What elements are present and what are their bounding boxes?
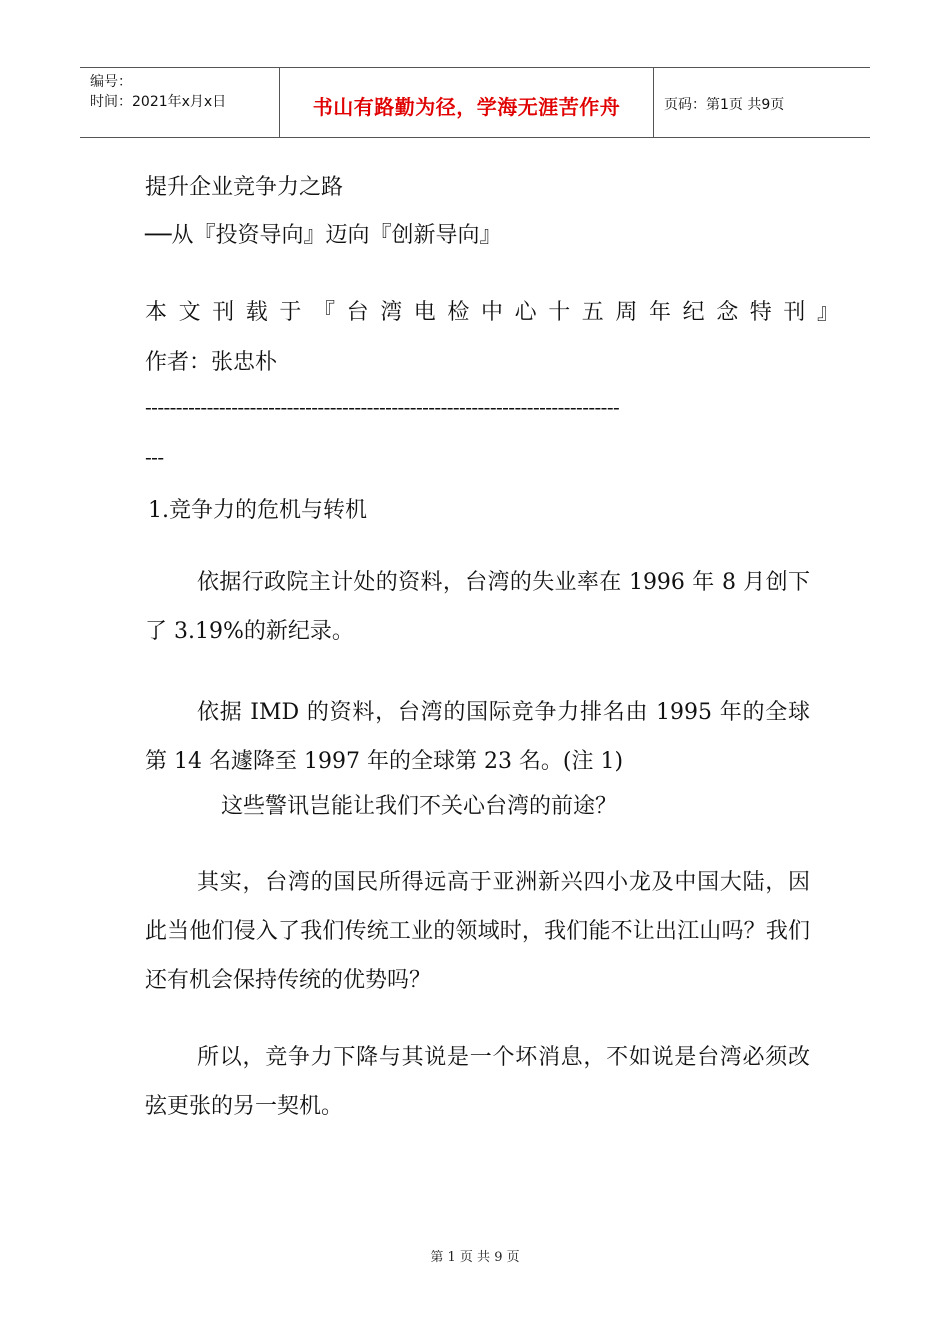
paragraph-imd-ranking: 依据 IMD 的资料，台湾的国际竞争力排名由 1995 年的全球第 14 名遽降至 1997 年的全球第 23 名。(注 1): [145, 700, 810, 774]
article-source: 本文刊载于『台湾电检中心十五周年纪念特刊』: [145, 300, 851, 325]
paragraph-opportunity: 所以，竞争力下降与其说是一个坏消息，不如说是台湾必须改弦更张的另一契机。: [145, 1045, 810, 1119]
header-motto: 书山有路勤为径，学海无涯苦作舟: [312, 95, 621, 119]
document-time-label: 时间：2021年x月x日: [90, 94, 227, 110]
page-footer: [0, 1246, 950, 1265]
header-page-label: 页码：第1页 共9页: [664, 97, 785, 113]
article-author: 作者：张忠朴: [145, 350, 278, 375]
document-number-label: 编号：: [90, 74, 132, 90]
header-page-cell: [654, 71, 870, 137]
document-header: [80, 67, 870, 138]
article-subtitle: ──从『投资导向』迈向『创新导向』: [145, 223, 502, 248]
paragraph-unemployment: 依据行政院主计处的资料，台湾的失业率在 1996 年 8 月创下了 3.19%的新纪录。: [145, 570, 810, 644]
divider-line-end: ---: [145, 445, 164, 469]
section-heading: 1.竞争力的危机与转机: [148, 498, 367, 523]
divider-line: -----------------------------------------------------------------------------: [145, 395, 620, 419]
footer-page-number: 第 1 页 共 9 页: [430, 1250, 520, 1265]
header-meta: [80, 68, 280, 137]
article-title: 提升企业竞争力之路: [145, 175, 344, 200]
header-motto-cell: [280, 68, 654, 137]
paragraph-warning: 这些警讯岂能让我们不关心台湾的前途？: [221, 794, 618, 819]
paragraph-national-income: 其实，台湾的国民所得远高于亚洲新兴四小龙及中国大陆，因此当他们侵入了我们传统工业的领域时，我们能不让出江山吗？我们还有机会保持传统的优势吗？: [145, 870, 810, 993]
